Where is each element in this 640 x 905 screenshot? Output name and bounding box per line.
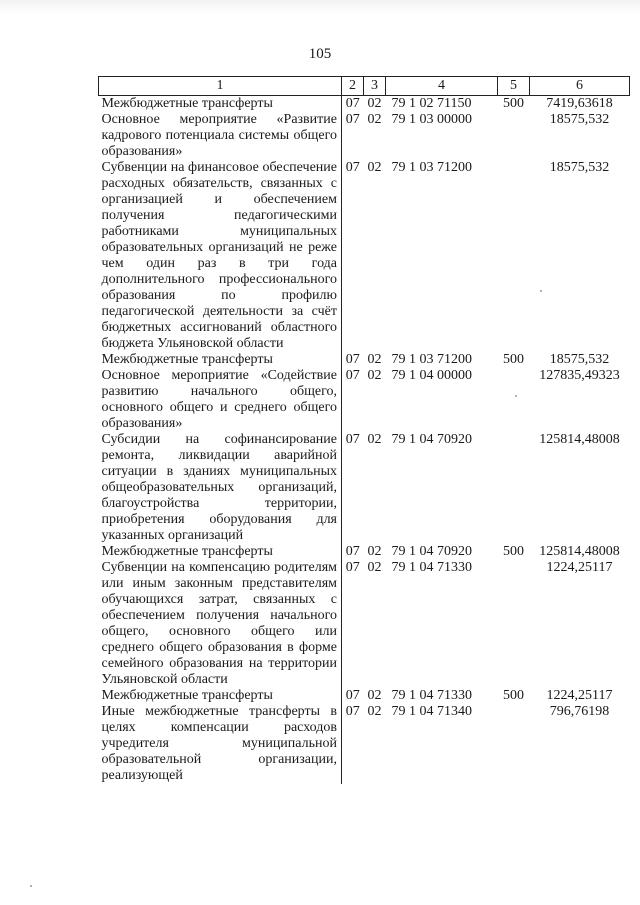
row-section: 07 — [342, 432, 364, 544]
header-col-name: 1 — [99, 77, 342, 96]
row-name: Межбюджетные трансферты — [101, 544, 273, 559]
row-section: 07 — [342, 112, 364, 160]
row-section: 07 — [342, 352, 364, 368]
row-subsection: 02 — [367, 368, 382, 383]
table-body — [99, 96, 630, 785]
row-target-article: 79 1 03 71200 — [391, 352, 472, 367]
row-name: Основное мероприятие «Содействие развитию начального общего, основного общего и среднего общего образования» — [101, 368, 337, 431]
row-section: 07 — [342, 560, 364, 688]
table-row — [99, 432, 630, 544]
row-target-article: 79 1 04 71330 — [391, 688, 472, 703]
row-name: Субсидии на софинансирование ремонта, ликвидации аварийной ситуации в зданиях муниципальных общеобразовательных организаций, благоустройства территории, приобретения оборудования для указанных организаций — [101, 432, 337, 543]
table-row — [99, 544, 630, 560]
row-target-article: 79 1 04 71340 — [391, 704, 472, 719]
header-col-expense-type: 5 — [498, 77, 530, 96]
row-expense-type — [498, 160, 530, 352]
table-row — [99, 112, 630, 160]
row-amount: 125814,48008 — [539, 432, 620, 447]
table-row — [99, 96, 630, 113]
row-expense-type: 500 — [503, 544, 524, 559]
row-section: 07 — [342, 704, 364, 784]
table-row — [99, 352, 630, 368]
row-expense-type: 500 — [503, 96, 524, 111]
row-subsection: 02 — [367, 160, 382, 175]
row-section: 07 — [342, 688, 364, 704]
row-amount: 18575,532 — [549, 160, 610, 175]
row-amount: 1224,25117 — [546, 688, 613, 703]
scan-speck — [540, 290, 542, 292]
row-expense-type — [498, 432, 530, 544]
row-amount: 125814,48008 — [539, 544, 620, 559]
page-number: 105 — [308, 46, 332, 62]
table-row — [99, 160, 630, 352]
row-subsection: 02 — [367, 688, 382, 703]
header-row — [99, 77, 630, 96]
row-target-article: 79 1 04 70920 — [391, 432, 472, 447]
row-section: 07 — [342, 368, 364, 432]
row-name: Иные межбюджетные трансферты в целях компенсации расходов учредителя муниципальной образовательной организации, реализующей — [101, 704, 337, 783]
row-subsection: 02 — [367, 352, 382, 367]
table-header — [99, 77, 630, 96]
row-section: 07 — [342, 160, 364, 352]
row-target-article: 79 1 03 00000 — [391, 112, 472, 127]
scan-edge-shadow — [0, 0, 640, 14]
row-expense-type: 500 — [503, 352, 524, 367]
header-col-amount: 6 — [530, 77, 630, 96]
row-target-article: 79 1 04 71330 — [391, 560, 472, 575]
table-row — [99, 368, 630, 432]
row-amount: 18575,532 — [549, 352, 610, 367]
row-amount: 7419,63618 — [546, 96, 613, 111]
header-col-subsection: 3 — [364, 77, 386, 96]
row-target-article: 79 1 04 00000 — [391, 368, 472, 383]
row-target-article: 79 1 03 71200 — [391, 160, 472, 175]
header-col-target-article: 4 — [386, 77, 498, 96]
row-subsection: 02 — [367, 544, 382, 559]
header-col-section: 2 — [342, 77, 364, 96]
row-section: 07 — [342, 544, 364, 560]
row-subsection: 02 — [367, 704, 382, 719]
row-subsection: 02 — [367, 560, 382, 575]
budget-table — [98, 76, 630, 784]
scan-speck — [30, 885, 32, 887]
row-amount: 1224,25117 — [546, 560, 613, 575]
table-row — [99, 688, 630, 704]
row-name: Межбюджетные трансферты — [101, 688, 273, 703]
row-target-article: 79 1 02 71150 — [391, 96, 472, 111]
row-expense-type — [498, 704, 530, 784]
scan-speck — [515, 395, 517, 397]
row-expense-type — [498, 560, 530, 688]
row-name: Межбюджетные трансферты — [101, 96, 273, 111]
row-expense-type — [498, 368, 530, 432]
row-amount: 796,76198 — [549, 704, 610, 719]
row-expense-type: 500 — [503, 688, 524, 703]
row-amount: 127835,49323 — [539, 368, 620, 383]
row-expense-type — [498, 112, 530, 160]
row-name: Субвенции на финансовое обеспечение расходных обязательств, связанных с организацией и обеспечением получения педагогическими работниками муниципальных образовательных организаций не реже чем один раз в три года дополнительного профессионального образования по профилю педагогической деятельности за счёт бюджетных ассигнований областного бюджета Ульяновской области — [101, 160, 337, 351]
row-name: Межбюджетные трансферты — [101, 352, 273, 367]
table-row — [99, 704, 630, 784]
row-target-article: 79 1 04 70920 — [391, 544, 472, 559]
row-subsection: 02 — [367, 96, 382, 111]
row-name: Основное мероприятие «Развитие кадрового потенциала системы общего образования» — [101, 112, 337, 159]
row-subsection: 02 — [367, 432, 382, 447]
row-section: 07 — [342, 96, 364, 113]
row-name: Субвенции на компенсацию родителям или иным законным представителям обучающихся затрат, связанных с обеспечением получения начального общего, основного общего или среднего общего образования в форме семейного образования на территории Ульяновской области — [101, 560, 337, 687]
row-amount: 18575,532 — [549, 112, 610, 127]
row-subsection: 02 — [367, 112, 382, 127]
table-row — [99, 560, 630, 688]
